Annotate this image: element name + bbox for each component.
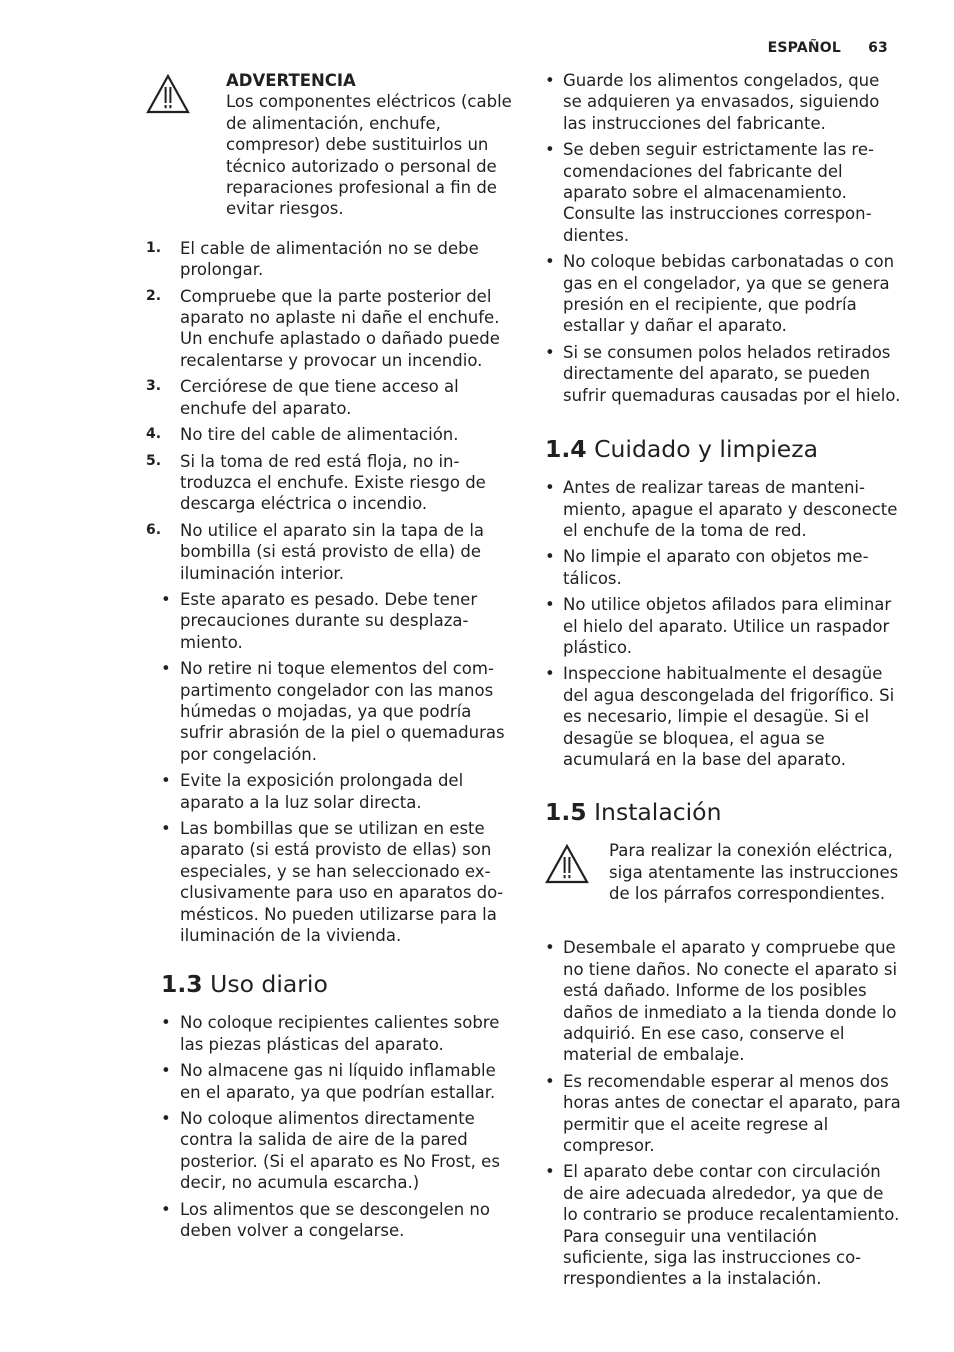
warning-title: ADVERTENCIA	[226, 71, 356, 90]
list-item: • Se deben seguir estrictamente las recomendaciones del fabricante del aparato sobre el almacenamiento. Consulte las instrucciones correspondientes.	[563, 139, 901, 246]
list-item: • Los alimentos que se descongelen no deben volver a congelarse.	[180, 1199, 516, 1242]
item-text: El cable de alimentación no se debe prolongar.	[180, 238, 479, 280]
list-item: • Inspeccione habitualmente el desagüe del agua descongelada del frigorífico. Si es necesario, limpie el desagüe. Si el desagüe se bloquea, el agua se acumulará en la base del aparato.	[563, 663, 901, 770]
item-text: No utilice el aparato sin la tapa de la bombilla (si está provisto de ella) de iluminación interior.	[180, 520, 485, 583]
numbered-item	[146, 424, 516, 445]
item-number: 5.	[146, 452, 162, 469]
list-item: • Desembale el aparato y compruebe que no tiene daños. No conecte el aparato si está dañado. Informe de los posibles daños de inmediato a la tienda donde lo adquirió. En ese caso, conserve el material de embalaje.	[563, 937, 901, 1065]
list-item: • No utilice objetos afilados para eliminar el hielo del aparato. Utilice un raspador plástico.	[563, 594, 901, 658]
section-heading-cuidado	[545, 434, 901, 464]
warning-text: Los componentes eléctricos (cable de alimentación, enchufe, compresor) debe sustituirlos un técnico autorizado o personal de reparaciones profesional a fin de evitar riesgos.	[226, 92, 512, 219]
list-item: • El aparato debe contar con circulación de aire adecuada alrededor, ya que de lo contrario se produce recalentamiento. Para conseguir una ventilación suficiente, siga las instrucciones correspondientes a la instalación.	[563, 1161, 901, 1289]
list-item: • No coloque bebidas carbonatadas o con gas en el congelador, ya que se genera presión en el recipiente, que podría estallar y dañar el aparato.	[563, 251, 901, 337]
bullet-list	[545, 937, 901, 1290]
section-heading-uso-diario	[146, 969, 516, 999]
item-number: 6.	[146, 521, 162, 538]
item-text: Si la toma de red está floja, no introduzca el enchufe. Existe riesgo de descarga eléctrica o incendio.	[180, 451, 486, 514]
right-column	[545, 70, 901, 1295]
list-item: • No retire ni toque elementos del compartimento congelador con las manos húmedas o mojadas, ya que podría sufrir abrasión de la piel o quemaduras por congelación.	[180, 658, 516, 765]
bullet-list	[146, 1012, 516, 1241]
numbered-item	[146, 238, 516, 281]
numbered-item	[146, 376, 516, 419]
header-language: ESPAÑOL	[767, 40, 842, 56]
section-heading-instalacion	[545, 797, 901, 827]
left-column	[146, 70, 516, 1247]
item-number: 4.	[146, 426, 162, 443]
section-number: 1.5	[545, 798, 587, 827]
section-title: Instalación	[594, 798, 722, 827]
item-text: Compruebe que la parte posterior del aparato no aplaste ni dañe el enchufe. Un enchufe aplastado o dañado puede recalentarse y provocar un incendio.	[180, 286, 500, 370]
list-item: • No almacene gas ni líquido inflamable en el aparato, ya que podrían estallar.	[180, 1060, 516, 1103]
section-number: 1.3	[161, 970, 203, 999]
warning-box	[146, 70, 516, 220]
bullet-list	[545, 477, 901, 770]
warning-triangle-icon	[146, 74, 190, 114]
section-number: 1.4	[545, 435, 587, 464]
list-item: • Guarde los alimentos congelados, que se adquieren ya envasados, siguiendo las instrucciones del fabricante.	[563, 70, 901, 134]
list-item: • Las bombillas que se utilizan en este aparato (si está provisto de ellas) son especiales, y se han seleccionado exclusivamente para uso en aparatos domésticos. No pueden utilizarse para la iluminación de la vivienda.	[180, 818, 516, 946]
warning-triangle-icon	[545, 844, 589, 884]
bullet-list	[146, 589, 516, 947]
item-text: No tire del cable de alimentación.	[180, 425, 459, 445]
numbered-list	[146, 238, 516, 584]
list-item: • Este aparato es pesado. Debe tener precauciones durante su desplazamiento.	[180, 589, 516, 653]
list-item: • No coloque alimentos directamente contra la salida de aire de la pared posterior. (Si el aparato es No Frost, es decir, no acumula escarcha.)	[180, 1108, 516, 1194]
warning-text: Para realizar la conexión eléctrica, siga atentamente las instrucciones de los párrafos correspondientes.	[609, 841, 899, 904]
list-item: • No limpie el aparato con objetos metálicos.	[563, 546, 901, 589]
item-text: Cerciórese de que tiene acceso al enchufe del aparato.	[180, 377, 459, 418]
item-number: 1.	[146, 239, 162, 256]
section-title: Uso diario	[210, 970, 328, 999]
page-header	[768, 38, 888, 59]
item-number: 2.	[146, 287, 162, 304]
item-number: 3.	[146, 378, 162, 395]
numbered-item	[146, 520, 516, 584]
section-title: Cuidado y limpieza	[594, 435, 819, 464]
list-item: • Si se consumen polos helados retirados directamente del aparato, se pueden sufrir quemaduras causadas por el hielo.	[563, 342, 901, 406]
page-number: 63	[868, 40, 888, 56]
list-item: • Antes de realizar tareas de mantenimiento, apague el aparato y desconecte el enchufe de la toma de red.	[563, 477, 901, 541]
list-item: • Evite la exposición prolongada del aparato a la luz solar directa.	[180, 770, 516, 813]
warning-box	[545, 840, 901, 920]
numbered-item	[146, 286, 516, 372]
bullet-list	[545, 70, 901, 406]
list-item: • Es recomendable esperar al menos dos horas antes de conectar el aparato, para permitir que el aceite regrese al compresor.	[563, 1071, 901, 1157]
numbered-item	[146, 451, 516, 515]
list-item: • No coloque recipientes calientes sobre las piezas plásticas del aparato.	[180, 1012, 516, 1055]
